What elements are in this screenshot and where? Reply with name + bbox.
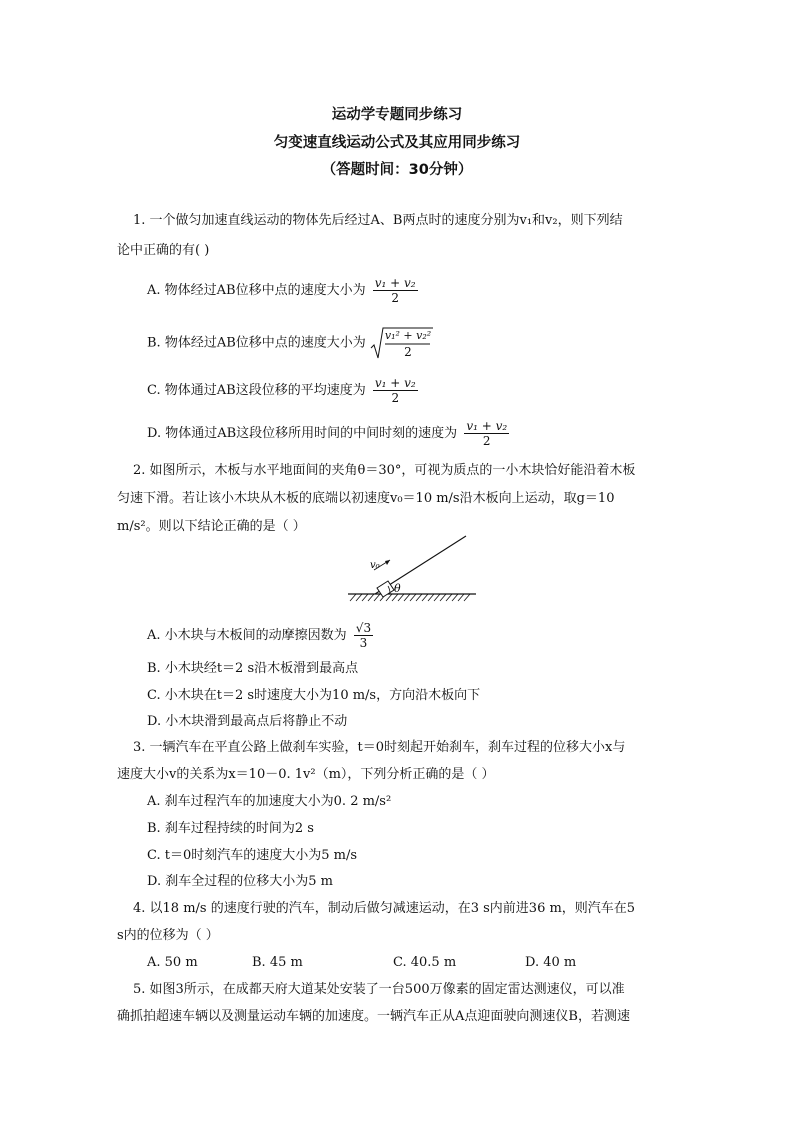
q3-option-a: A. 刹车过程汽车的加速度大小为0. 2 m/s²: [147, 794, 392, 809]
worksheet-title: 匀变速直线运动公式及其应用同步练习: [273, 135, 521, 151]
q1-stem-line2: 论中正确的有( ): [117, 243, 210, 258]
q1-option-a-fraction: [373, 276, 418, 305]
q1-option-c-fraction: [373, 376, 418, 405]
q1-stem-line1: 1. 一个做匀加速直线运动的物体先后经过A、B两点时的速度分别为v₁和v₂，则下列结: [133, 213, 623, 228]
q1-option-d-text: D. 物体通过AB这段位移所用时间的中间时刻的速度为: [147, 426, 458, 441]
q1-option-a: [147, 276, 418, 305]
q1-option-d-fraction: [464, 419, 509, 448]
q1-option-b-text: B. 物体经过AB位移中点的速度大小为: [147, 335, 366, 351]
velocity-label: v₀: [370, 560, 380, 571]
fraction-numerator: √3: [355, 621, 372, 635]
q2-option-a: [147, 621, 373, 650]
q3-option-b: B. 刹车过程持续的时间为2 s: [147, 821, 314, 836]
q2-stem-line3: m/s²。则以下结论正确的是（ ）: [117, 519, 306, 534]
q2-stem-line1: 2. 如图所示，木板与水平地面间的夹角θ＝30°，可视为质点的一小木块恰好能沿着木板: [133, 463, 636, 478]
time-note: （答题时间：30分钟）: [321, 162, 473, 178]
q2-option-a-fraction: [354, 621, 373, 650]
sqrt-denominator: 2: [404, 345, 412, 359]
fraction-denominator: 2: [391, 391, 400, 405]
q2-option-b: B. 小木块经t＝2 s沿木板滑到最高点: [147, 661, 359, 676]
q4-option-d: D. 40 m: [525, 955, 577, 970]
q4-option-b: B. 45 m: [252, 955, 303, 970]
q4-stem-line1: 4. 以18 m/s 的速度行驶的汽车，制动后做匀减速运动，在3 s内前进36 m，则汽车在5: [133, 901, 636, 916]
fraction-numerator: v₁ + v₂: [374, 376, 416, 390]
fraction-denominator: 2: [391, 291, 399, 305]
q4-option-c: C. 40.5 m: [393, 955, 457, 970]
q4-option-a: A. 50 m: [147, 955, 198, 970]
sqrt3-value: 3: [363, 621, 372, 635]
q2-option-d: D. 小木块滑到最高点后将静止不动: [147, 714, 348, 729]
fraction-denominator: 2: [482, 434, 491, 448]
q2-option-c: C. 小木块在t＝2 s时速度大小为10 m/s，方向沿木板向下: [147, 688, 481, 703]
q2-option-a-text: A. 小木块与木板间的动摩擦因数为: [147, 628, 347, 643]
q1-option-b-sqrt: [370, 326, 434, 360]
q4-stem-line2: s内的位移为（ ）: [117, 928, 219, 943]
q5-stem-line2: 确抓拍超速车辆以及测量运动车辆的加速度。一辆汽车正从A点迎面驶向测速仪B，若测速: [117, 1009, 630, 1024]
q5-stem-line1: 5. 如图3所示，在成都天府大道某处安装了一台500万像素的固定雷达测速仪，可以准: [133, 982, 625, 997]
q3-stem-line1: 3. 一辆汽车在平直公路上做刹车实验，t＝0时刻起开始刹车，刹车过程的位移大小x与: [133, 740, 626, 755]
q1-option-c-text: C. 物体通过AB这段位移的平均速度为: [147, 383, 366, 398]
fraction-numerator: v₁ + v₂: [374, 276, 416, 290]
q2-stem-line2: 匀速下滑。若让该小木块从木板的底端以初速度v₀＝10 m/s沿木板向上运动，取g＝10: [117, 491, 615, 506]
angle-label: θ: [394, 582, 401, 595]
q1-option-c: [147, 376, 418, 405]
section-title: 运动学专题同步练习: [331, 107, 463, 123]
fraction-numerator: v₁ + v₂: [466, 419, 508, 433]
q3-option-c: C. t＝0时刻汽车的速度大小为5 m/s: [147, 848, 358, 863]
q4-options: [0, 954, 794, 972]
q3-stem-line2: 速度大小v的关系为x＝10－0. 1v²（m），下列分析正确的是（ ）: [117, 767, 495, 782]
incline-diagram: [340, 532, 480, 604]
q1-option-b: [147, 326, 434, 360]
fraction-denominator: 3: [359, 636, 368, 650]
q1-option-d: [147, 419, 509, 448]
q3-option-d: D. 刹车全过程的位移大小为5 m: [147, 874, 333, 889]
sqrt-numerator: v₁² + v₂²: [384, 329, 432, 342]
q1-option-a-text: A. 物体经过AB位移中点的速度大小为: [147, 283, 366, 298]
